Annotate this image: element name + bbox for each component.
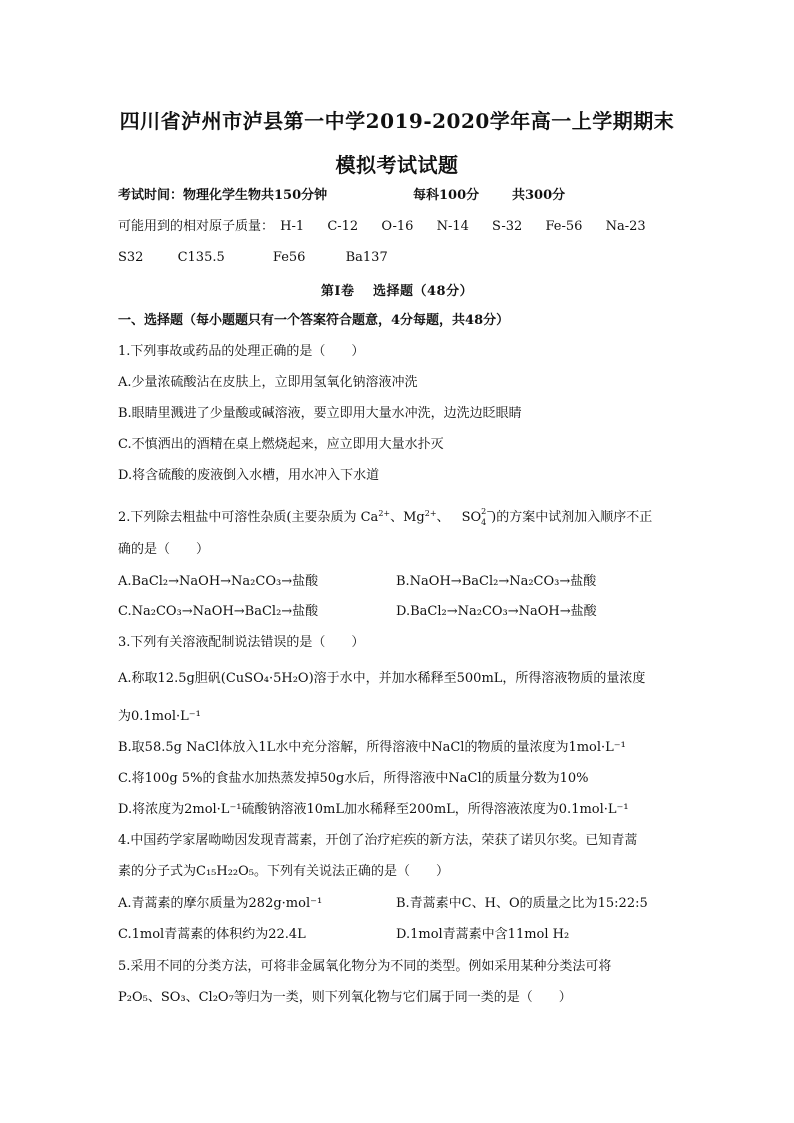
atomic-mass-c: C-12 [327, 219, 359, 234]
q3-option-a-line1: A.称取12.5g胆矾(CuSO₄·5H₂O)溶于水中，并加水稀释至500mL，所得溶液物质的量浓度 [118, 671, 646, 686]
total-score: 共300分 [512, 188, 566, 203]
q5-stem-line1: 5.采用不同的分类方法，可将非金属氧化物分为不同的类型。例如采用某种分类法可将 [118, 959, 612, 974]
q2-stem-line2: 确的是（ ） [118, 542, 210, 557]
q5-stem-line2: P₂O₅、SO₃、Cl₂O₇等归为一类，则下列氧化物与它们属于同一类的是（ ） [118, 990, 572, 1005]
q2-stem-part-a: 2.下列除去粗盐中可溶性杂质(主要杂质为 Ca [118, 510, 379, 525]
atomic-mass-cl: C135.5 [177, 250, 225, 265]
atomic-mass-h: H-1 [280, 219, 305, 234]
exam-title-line2: 模拟考试试题 [335, 153, 459, 177]
atomic-mass-label: 可能用到的相对原子质量： [118, 219, 275, 234]
q4-stem-line2: 素的分子式为C₁₅H₂₂O₅。下列有关说法正确的是（ ） [118, 864, 449, 879]
q2-option-c: C.Na₂CO₃→NaOH→BaCl₂→盐酸 [118, 604, 319, 619]
atomic-mass-s2: S32 [118, 250, 144, 265]
atomic-mass-fe2: Fe56 [272, 250, 306, 265]
sulfate-ion: SO 2− 4 [461, 507, 493, 527]
atomic-mass-ba: Ba137 [345, 250, 388, 265]
q3-option-c: C.将100g 5%的食盐水加热蒸发掉50g水后，所得溶液中NaCl的质量分数为10% [118, 771, 589, 786]
atomic-mass-fe: Fe-56 [545, 219, 583, 234]
q4-stem-line1: 4.中国药学家屠呦呦因发现青蒿素，开创了治疗疟疾的新方法，荣获了诺贝尔奖。已知青蒿 [118, 833, 638, 848]
q1-option-a: A.少量浓硫酸沾在皮肤上，立即用氢氧化钠溶液冲洗 [118, 375, 418, 390]
atomic-mass-s: S-32 [492, 219, 523, 234]
q4-option-d: D.1mol青蒿素中含11mol H₂ [396, 927, 570, 942]
q3-option-b: B.取58.5g NaCl体放入1L水中充分溶解，所得溶液中NaCl的物质的量浓度为1mol·L⁻¹ [118, 740, 626, 755]
q2-option-d: D.BaCl₂→Na₂CO₃→NaOH→盐酸 [396, 604, 597, 619]
per-subject-score: 每科100分 [413, 188, 480, 203]
exam-time: 考试时间：物理化学生物共150分钟 [118, 188, 328, 203]
q2-stem-part-b: 、Mg [390, 510, 425, 525]
q2-option-a: A.BaCl₂→NaOH→Na₂CO₃→盐酸 [118, 574, 319, 589]
q2-stem [118, 505, 652, 527]
atomic-mass-row2 [118, 249, 388, 267]
q2-stem-part-c: 、 [436, 510, 450, 525]
q1-option-d: D.将含硫酸的废液倒入水槽，用水冲入下水道 [118, 468, 380, 483]
q1-option-c: C.不慎洒出的酒精在桌上燃烧起来，应立即用大量水扑灭 [118, 437, 444, 452]
q3-option-d: D.将浓度为2mol·L⁻¹硫酸钠溶液10mL加水稀释至200mL，所得溶液浓度为0.1mol·L⁻¹ [118, 802, 629, 817]
exam-title-line1: 四川省泸州市泸县第一中学2019-2020学年高一上学期期末 [119, 109, 675, 133]
q4-option-c: C.1mol青蒿素的体积约为22.4L [118, 927, 306, 942]
ca-charge: 2+ [378, 509, 391, 518]
q2-stem-part-d: )的方案中试剂加入顺序不正 [491, 510, 653, 525]
q1-stem: 1.下列事故或药品的处理正确的是（ ） [118, 344, 365, 359]
atomic-mass-na: Na-23 [605, 219, 646, 234]
atomic-mass-n: N-14 [436, 219, 469, 234]
atomic-mass-row1 [118, 218, 646, 236]
mg-charge: 2+ [424, 509, 437, 518]
q3-stem: 3.下列有关溶液配制说法错误的是（ ） [118, 635, 365, 650]
q2-option-b: B.NaOH→BaCl₂→Na₂CO₃→盐酸 [396, 574, 597, 589]
q4-option-a: A.青蒿素的摩尔质量为282g·mol⁻¹ [118, 896, 323, 911]
volume-heading: 第Ⅰ卷 选择题（48分） [320, 284, 474, 299]
q3-option-a-line2: 为0.1mol·L⁻¹ [118, 709, 201, 724]
atomic-mass-o: O-16 [381, 219, 414, 234]
section-heading: 一、选择题（每小题题只有一个答案符合题意，4分每题，共48分） [118, 313, 510, 328]
q1-option-b: B.眼睛里溅进了少量酸或碱溶液，要立即用大量水冲洗，边洗边眨眼睛 [118, 406, 522, 421]
q4-option-b: B.青蒿素中C、H、O的质量之比为15:22:5 [396, 896, 648, 911]
